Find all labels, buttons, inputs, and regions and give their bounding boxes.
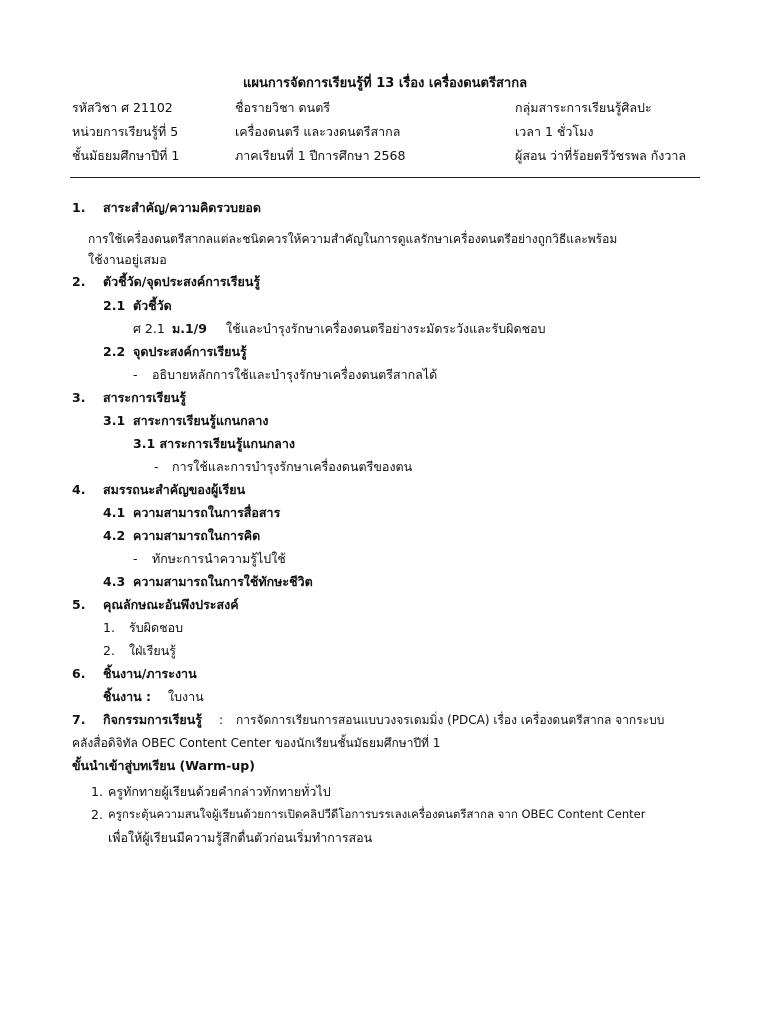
subject-name: ชื่อรายวิชา ดนตรี (235, 100, 331, 115)
grade-level: ชั้นมัธยมศึกษาปีที่ 1 (72, 148, 180, 163)
indicator-level: ม.1/9 (172, 321, 207, 336)
content-item: การใช้และการบำรุงรักษาเครื่องดนตรีของตน (172, 459, 413, 474)
section-4-1-number: 4.1 (103, 505, 126, 520)
section-2-heading: ตัวชี้วัด/จุดประสงค์การเรียนรู้ (103, 274, 261, 289)
section-2-number: 2. (72, 274, 86, 289)
page-title: แผนการจัดการเรียนรู้ที่ 13 เรื่อง เครื่องดนตรีสากล (242, 76, 528, 91)
section-1-number: 1. (72, 200, 86, 215)
indicator-text: ใช้และบำรุงรักษาเครื่องดนตรีอย่างระมัดระวังและรับผิดชอบ (226, 321, 546, 336)
section-6-heading: ชิ้นงาน/ภาระงาน (103, 666, 197, 681)
section-4-3-label: ความสามารถในการใช้ทักษะชีวิต (133, 574, 313, 589)
work-value: ใบงาน (168, 689, 204, 704)
section-4-heading: สมรรถนะสำคัญของผู้เรียน (103, 482, 246, 497)
semester: ภาคเรียนที่ 1 ปีการศึกษา 2568 (235, 148, 406, 163)
section-7-colon: : (219, 712, 224, 727)
section-2-2-number: 2.2 (103, 344, 126, 359)
section-5-number: 5. (72, 597, 86, 612)
indicator-code: ศ 2.1 (133, 321, 165, 336)
section-4-number: 4. (72, 482, 86, 497)
duration: เวลา 1 ชั่วโมง (515, 124, 594, 139)
work-label: ชิ้นงาน : (103, 689, 152, 704)
section-1-paragraph-line-1: การใช้เครื่องดนตรีสากลแต่ละชนิดควรให้ความสำคัญในการดูแลรักษาเครื่องดนตรีอย่างถูกวิธีและพร้อม (88, 232, 618, 246)
unit-number: หน่วยการเรียนรู้ที่ 5 (72, 124, 179, 139)
section-7-text-line-2: คลังสื่อดิจิทัล OBEC Content Center ของนักเรียนชั้นมัธยมศึกษาปีที่ 1 (72, 736, 441, 750)
section-3-number: 3. (72, 390, 86, 405)
competency-bullet: - (133, 551, 138, 566)
warmup-2-continuation: เพื่อให้ผู้เรียนมีความรู้สึกตื่นตัวก่อนเริ่มทำการสอน (108, 830, 373, 845)
header-divider (70, 177, 700, 178)
section-2-1-number: 2.1 (103, 298, 126, 313)
warmup-heading: ขั้นนำเข้าสู่บทเรียน (Warm-up) (72, 758, 255, 773)
section-4-1-label: ความสามารถในการสื่อสาร (133, 505, 281, 520)
section-6-number: 6. (72, 666, 86, 681)
section-3-1-number: 3.1 (103, 413, 126, 428)
section-1-heading: สาระสำคัญ/ความคิดรวบยอด (103, 200, 262, 215)
warmup-2-text: ครูกระตุ้นความสนใจผู้เรียนด้วยการเปิดคลิปวีดีโอการบรรเลงเครื่องดนตรีสากล จาก OBEC Content Center (108, 807, 646, 821)
competency-item: ทักษะการนำความรู้ไปใช้ (152, 551, 286, 566)
content-bullet: - (154, 459, 159, 474)
section-1-paragraph-line-2: ใช้งานอยู่เสมอ (88, 252, 167, 267)
section-3-heading: สาระการเรียนรู้ (103, 390, 186, 405)
subject-code: รหัสวิชา ศ 21102 (72, 100, 173, 115)
section-4-3-number: 4.3 (103, 574, 126, 589)
warmup-1-number: 1. (91, 784, 103, 799)
attribute-1-text: รับผิดชอบ (129, 620, 184, 635)
attribute-2-text: ใฝ่เรียนรู้ (129, 643, 176, 658)
section-7-heading: กิจกรรมการเรียนรู้ (103, 712, 202, 727)
section-4-2-label: ความสามารถในการคิด (133, 528, 261, 543)
warmup-1-text: ครูทักทายผู้เรียนด้วยคำกล่าวทักทายทั่วไป (108, 784, 331, 799)
section-2-2-label: จุดประสงค์การเรียนรู้ (133, 344, 247, 359)
section-2-1-label: ตัวชี้วัด (133, 298, 172, 313)
section-7-number: 7. (72, 712, 86, 727)
section-5-heading: คุณลักษณะอันพึงประสงค์ (103, 597, 239, 612)
attribute-1-number: 1. (103, 620, 115, 635)
section-4-2-number: 4.2 (103, 528, 126, 543)
section-7-text-line-1: การจัดการเรียนการสอนแบบวงจรเดมมิ่ง (PDCA) เรื่อง เครื่องดนตรีสากล จากระบบ (236, 713, 665, 727)
objective-bullet: - (133, 367, 138, 382)
learning-area: กลุ่มสาระการเรียนรู้ศิลปะ (515, 100, 652, 115)
teacher: ผู้สอน ว่าที่ร้อยตรีวัชรพล กังวาล (515, 148, 687, 163)
warmup-2-number: 2. (91, 807, 103, 822)
objective-text: อธิบายหลักการใช้และบำรุงรักษาเครื่องดนตรีสากลได้ (152, 367, 438, 382)
section-3-1-sublabel: 3.1 สาระการเรียนรู้แกนกลาง (133, 436, 295, 451)
section-3-1-label: สาระการเรียนรู้แกนกลาง (133, 413, 269, 428)
attribute-2-number: 2. (103, 643, 115, 658)
unit-name: เครื่องดนตรี และวงดนตรีสากล (235, 124, 401, 139)
